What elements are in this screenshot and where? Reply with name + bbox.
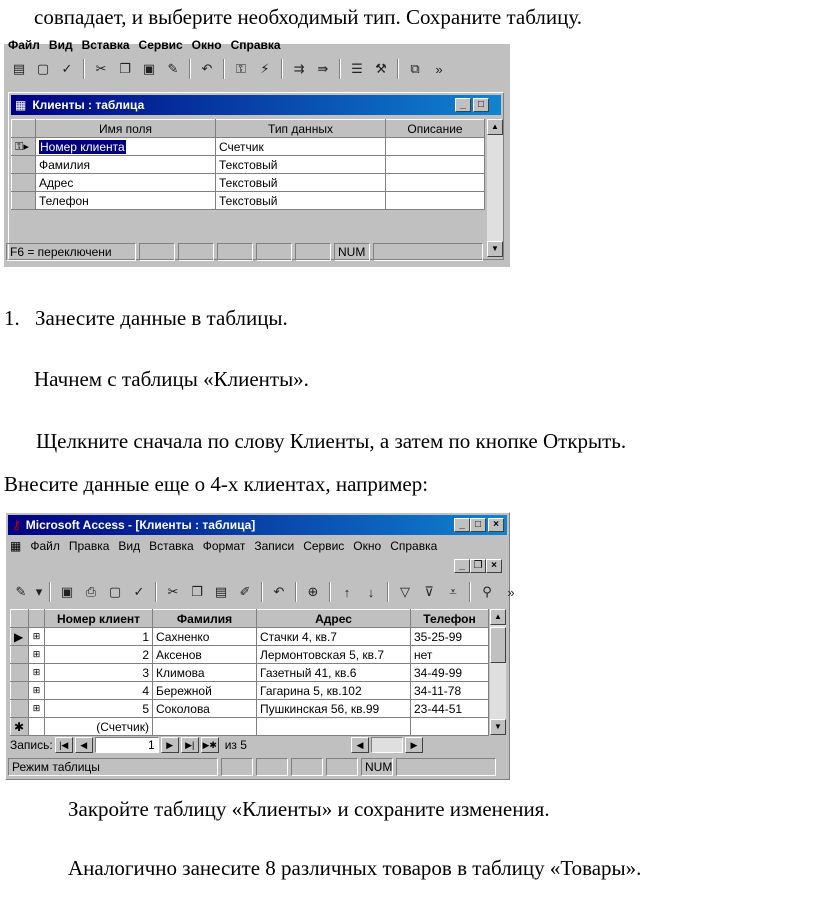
preview-icon[interactable]: ▢ <box>108 584 122 599</box>
cell-id[interactable]: 4 <box>45 682 153 700</box>
cell-address[interactable]: Пушкинская 56, кв.99 <box>257 700 411 718</box>
child-minimize-icon[interactable]: _ <box>454 559 470 573</box>
hscroll-track[interactable] <box>371 737 403 753</box>
menu-view[interactable]: Вид <box>118 539 141 553</box>
menu-file[interactable]: Файл <box>8 38 40 52</box>
table-menu-icon: ▦ <box>10 539 22 553</box>
field-type[interactable]: Текстовый <box>216 192 386 210</box>
first-record-icon[interactable]: |◀ <box>55 737 73 753</box>
insert-rows-icon[interactable]: ⇉ <box>293 61 305 76</box>
access-window <box>5 512 515 780</box>
cut-icon[interactable]: ✂ <box>167 584 179 599</box>
table-row[interactable] <box>11 700 489 718</box>
cell-address[interactable]: Лермонтовская 5, кв.7 <box>257 646 411 664</box>
new-record-nav-icon[interactable]: ▶✱ <box>201 737 219 753</box>
inner-table-window <box>8 92 504 260</box>
doc-para-6: Аналогично занесите 8 различных товаров в таблицу «Товары». <box>68 856 642 880</box>
expand-icon[interactable]: ⊞ <box>29 664 45 682</box>
database-window-icon[interactable]: ⧉ <box>410 61 420 76</box>
menu-window[interactable]: Окно <box>191 38 222 52</box>
num-indicator: NUM <box>334 243 370 261</box>
menu-edit[interactable]: Правка <box>68 539 110 553</box>
menu-tools[interactable]: Сервис <box>303 539 345 553</box>
expand-icon[interactable]: ⊞ <box>29 628 45 646</box>
design-window <box>4 38 510 267</box>
cell-new-id[interactable]: (Счетчик) <box>45 718 153 736</box>
print-icon[interactable]: ▤ <box>12 61 26 76</box>
field-type[interactable]: Счетчик <box>216 138 386 156</box>
key-icon[interactable]: ⚿▸ <box>12 138 36 156</box>
new-record-row[interactable] <box>11 718 489 736</box>
datasheet-vscroll[interactable] <box>490 609 506 735</box>
field-type[interactable]: Текстовый <box>216 174 386 192</box>
format-painter-icon[interactable]: ✎ <box>167 61 179 76</box>
menu-help[interactable]: Справка <box>230 38 281 52</box>
menu-format[interactable]: Формат <box>202 539 246 553</box>
menu-tools[interactable]: Сервис <box>138 38 183 52</box>
child-restore-icon[interactable]: ❐ <box>470 559 486 573</box>
save-icon[interactable]: ▣ <box>60 584 74 599</box>
scroll-thumb[interactable] <box>490 627 506 663</box>
apply-filter-icon[interactable]: ⩡ <box>449 584 457 599</box>
new-record-icon[interactable]: ✱ <box>11 718 29 736</box>
primary-key-icon[interactable]: ⚿ <box>236 61 246 76</box>
expand-icon[interactable]: ⊞ <box>29 646 45 664</box>
datasheet-grid <box>10 609 489 736</box>
paste-icon[interactable]: ▤ <box>214 584 228 599</box>
sort-ascending-icon[interactable]: ↑ <box>343 584 351 600</box>
num-indicator: NUM <box>361 758 393 776</box>
next-record-icon[interactable]: ▶ <box>161 737 179 753</box>
cell-surname[interactable]: Климова <box>153 664 257 682</box>
cell-phone[interactable]: 35-25-99 <box>411 628 489 646</box>
col-client-number[interactable]: Номер клиент <box>45 610 153 628</box>
child-close-icon[interactable]: × <box>486 559 502 573</box>
expand-icon[interactable]: ⊞ <box>29 700 45 718</box>
table-row[interactable] <box>12 174 485 192</box>
scroll-down-icon[interactable]: ▼ <box>487 241 503 257</box>
menu-insert[interactable]: Вставка <box>81 38 130 52</box>
doc-para-5: Закройте таблицу «Клиенты» и сохраните изменения. <box>68 797 550 821</box>
item-number: 1. <box>4 306 20 330</box>
menu-window[interactable]: Окно <box>353 539 382 553</box>
inner-titlebar <box>11 95 501 115</box>
cell-address[interactable]: Гагарина 5, кв.102 <box>257 682 411 700</box>
copy-icon[interactable]: ❐ <box>191 584 203 599</box>
record-total: из 5 <box>224 738 247 752</box>
col-address[interactable]: Адрес <box>257 610 411 628</box>
properties-icon[interactable]: ☰ <box>351 61 363 76</box>
preview-icon[interactable]: ▢ <box>36 61 50 76</box>
menu-help[interactable]: Справка <box>390 539 438 553</box>
print-icon[interactable]: ⎙ <box>85 584 97 599</box>
table-row[interactable] <box>12 156 485 174</box>
table-row[interactable] <box>11 682 489 700</box>
find-icon[interactable]: ⚲ <box>482 584 492 599</box>
access-toolbar <box>10 581 522 603</box>
cut-icon[interactable]: ✂ <box>95 61 107 76</box>
view-icon[interactable]: ✎ <box>15 584 27 599</box>
delete-rows-icon[interactable]: ⇛ <box>317 61 329 76</box>
undo-icon[interactable]: ↶ <box>201 61 213 76</box>
cell-surname[interactable]: Соколова <box>153 700 257 718</box>
scroll-right-icon[interactable]: ▶ <box>405 737 423 753</box>
cell-surname[interactable]: Бережной <box>153 682 257 700</box>
cell-phone[interactable]: 34-11-78 <box>411 682 489 700</box>
current-record-icon[interactable]: ▶ <box>11 628 29 646</box>
cell-phone[interactable]: нет <box>411 646 489 664</box>
item-text: Занесите данные в таблицы. <box>35 306 288 330</box>
cell-id[interactable]: 1 <box>45 628 153 646</box>
design-vscroll[interactable] <box>487 119 503 257</box>
minimize-icon[interactable]: _ <box>454 518 470 532</box>
status-text: Режим таблицы <box>8 758 218 776</box>
last-record-icon[interactable]: ▶| <box>181 737 199 753</box>
access-titlebar <box>8 515 507 535</box>
copy-icon[interactable]: ❐ <box>119 61 131 76</box>
menu-view[interactable]: Вид <box>48 38 73 52</box>
design-toolbar <box>8 58 450 80</box>
record-label: Запись: <box>10 738 53 752</box>
indexes-icon[interactable]: ⚡ <box>260 61 270 76</box>
spell-icon[interactable]: ✓ <box>133 584 145 599</box>
hyperlink-icon[interactable]: ⊕ <box>307 584 319 599</box>
menu-file[interactable]: Файл <box>30 539 60 553</box>
field-name[interactable]: Номер клиента <box>40 139 125 154</box>
more-icon[interactable]: » <box>435 61 443 77</box>
prev-record-icon[interactable]: ◀ <box>75 737 93 753</box>
access-key-icon: ⚷ <box>12 518 21 532</box>
access-statusbar <box>8 757 507 777</box>
table-row[interactable] <box>12 192 485 210</box>
access-title: Microsoft Access - [Клиенты : таблица] <box>25 518 256 532</box>
view-dropdown-icon[interactable]: ▾ <box>35 584 43 599</box>
build-icon[interactable]: ⚒ <box>375 61 387 76</box>
close-icon[interactable]: × <box>488 518 504 532</box>
doc-para-4: Внесите данные еще о 4-х клиентах, например: <box>4 472 429 496</box>
cell-id[interactable]: 3 <box>45 664 153 682</box>
table-icon: ▦ <box>15 98 27 112</box>
table-row[interactable] <box>11 628 489 646</box>
cell-id[interactable]: 2 <box>45 646 153 664</box>
menu-insert[interactable]: Вставка <box>149 539 194 553</box>
paste-icon[interactable]: ▣ <box>142 61 156 76</box>
col-surname[interactable]: Фамилия <box>153 610 257 628</box>
sort-descending-icon[interactable]: ↓ <box>367 584 375 600</box>
doc-para-2: Начнем с таблицы «Клиенты». <box>34 367 309 391</box>
field-name[interactable]: Фамилия <box>36 156 216 174</box>
field-type[interactable]: Текстовый <box>216 156 386 174</box>
scroll-up-icon[interactable]: ▲ <box>490 609 506 625</box>
minimize-icon[interactable]: _ <box>455 98 471 112</box>
filter-selection-icon[interactable]: ▽ <box>400 584 410 599</box>
cell-surname[interactable]: Аксенов <box>153 646 257 664</box>
status-text: F6 = переключени <box>6 243 136 261</box>
table-row[interactable] <box>12 138 485 156</box>
cell-phone[interactable]: 34-49-99 <box>411 664 489 682</box>
scroll-down-icon[interactable]: ▼ <box>490 719 506 735</box>
scroll-up-icon[interactable]: ▲ <box>487 119 503 135</box>
record-navigator <box>10 737 423 753</box>
maximize-icon[interactable]: □ <box>473 98 489 112</box>
col-data-type[interactable]: Тип данных <box>216 120 386 138</box>
cell-surname[interactable]: Сахненко <box>153 628 257 646</box>
design-menubar <box>8 38 281 52</box>
access-menubar <box>10 539 470 553</box>
field-name[interactable]: Адрес <box>36 174 216 192</box>
doc-para-3: Щелкните сначала по слову Клиенты, а затем по кнопке Открыть. <box>36 429 627 453</box>
design-statusbar <box>6 242 508 262</box>
record-number-input[interactable]: 1 <box>95 737 159 753</box>
more-icon[interactable]: » <box>507 584 515 600</box>
design-grid <box>11 119 485 210</box>
filter-form-icon[interactable]: ⊽ <box>424 584 434 599</box>
doc-line-top: совпадает, и выберите необходимый тип. Сохраните таблицу. <box>34 5 582 29</box>
cell-phone[interactable]: 23-44-51 <box>411 700 489 718</box>
col-phone[interactable]: Телефон <box>411 610 489 628</box>
maximize-icon[interactable]: □ <box>470 518 486 532</box>
field-name[interactable]: Телефон <box>36 192 216 210</box>
scroll-left-icon[interactable]: ◀ <box>351 737 369 753</box>
numbered-item <box>4 305 288 331</box>
spell-icon[interactable]: ✓ <box>61 61 73 76</box>
col-field-name[interactable]: Имя поля <box>36 120 216 138</box>
undo-icon[interactable]: ↶ <box>273 584 285 599</box>
col-description[interactable]: Описание <box>386 120 485 138</box>
table-row[interactable] <box>11 664 489 682</box>
inner-title: Клиенты : таблица <box>32 98 145 112</box>
cell-address[interactable]: Стачки 4, кв.7 <box>257 628 411 646</box>
menu-records[interactable]: Записи <box>254 539 295 553</box>
expand-icon[interactable]: ⊞ <box>29 682 45 700</box>
cell-id[interactable]: 5 <box>45 700 153 718</box>
format-painter-icon[interactable]: ✐ <box>239 584 251 599</box>
cell-address[interactable]: Газетный 41, кв.6 <box>257 664 411 682</box>
table-row[interactable] <box>11 646 489 664</box>
